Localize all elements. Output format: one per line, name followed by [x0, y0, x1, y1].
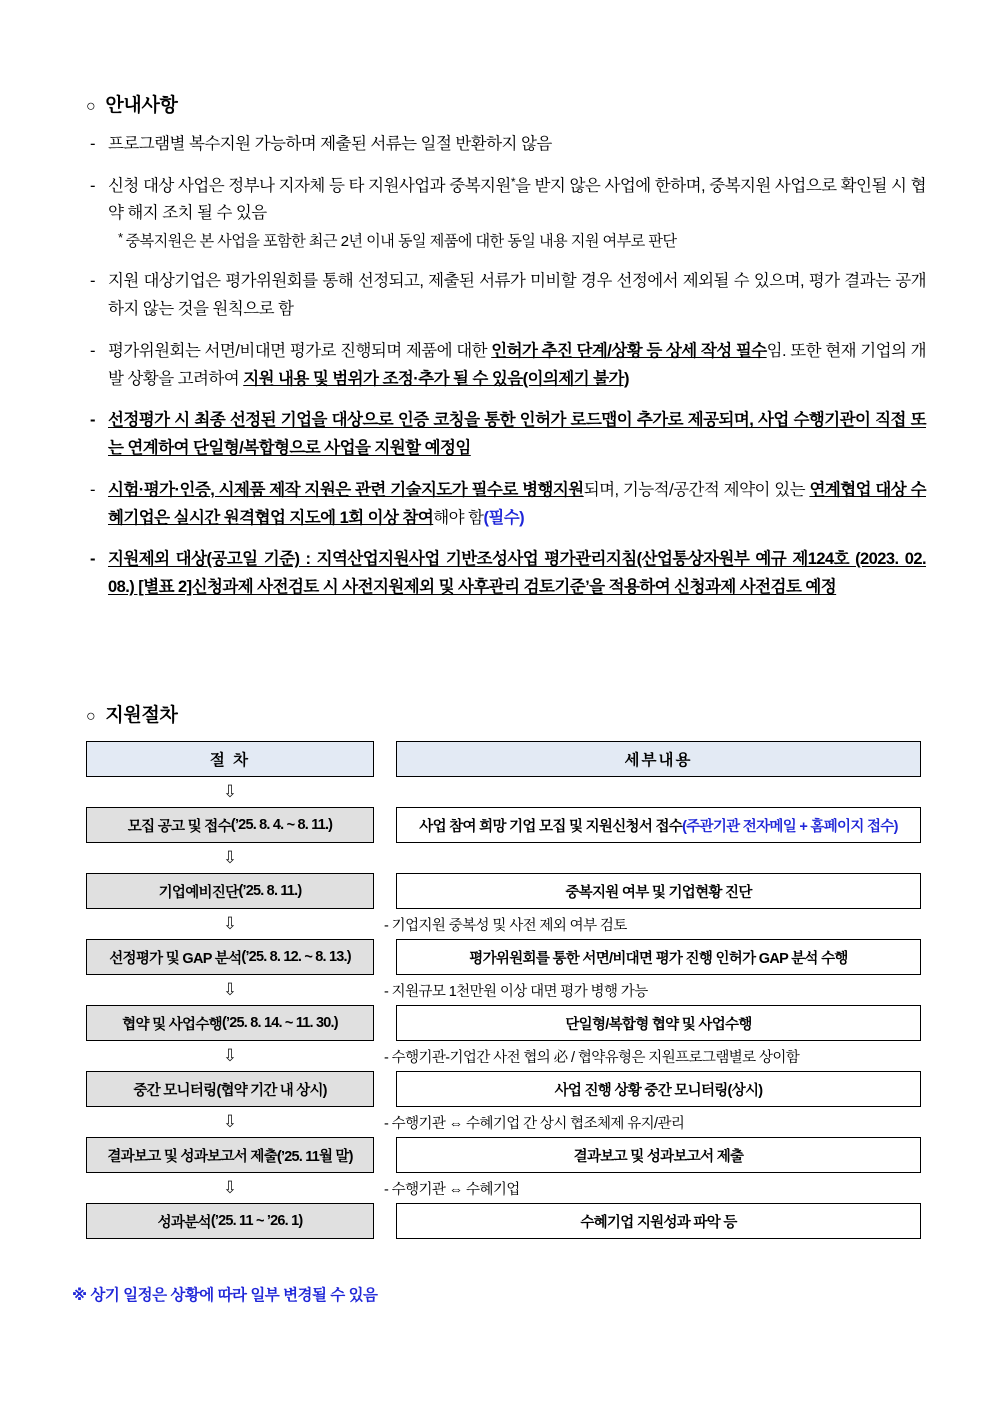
flow-note: - 기업지원 중복성 및 사전 제외 여부 검토 [384, 917, 627, 934]
notice-text: 프로그램별 복수지원 가능하며 제출된 서류는 일절 반환하지 않음 [108, 135, 552, 153]
column-gap [374, 741, 396, 777]
flow-note: - 지원규모 1천만원 이상 대면 평가 병행 가능 [384, 983, 648, 1000]
required-tag: (필수) [483, 508, 525, 527]
flow-header-procedure: 절 차 [86, 741, 374, 777]
arrow-down-icon: ⇩ [222, 1177, 238, 1198]
notice-text: 평가위원회는 서면/비대면 평가로 진행되며 제품에 대한 [108, 341, 492, 360]
flow-header-row [86, 741, 921, 777]
flow-step-label: 모집 공고 및 접수 [127, 818, 231, 835]
notice-item [86, 477, 926, 532]
notice-subnote-text: 중복지원은 본 사업을 포함한 최근 2년 이내 동일 제품에 대한 동일 내용 지원 여부로 판단 [125, 233, 677, 251]
flow-detail-cell [396, 1005, 921, 1041]
flow-step-date: (’25. 11월 말) [277, 1148, 353, 1165]
flow-connector-row [86, 1107, 921, 1137]
notice-heading [86, 90, 926, 117]
notice-heading-text: 안내사항 [105, 95, 178, 116]
flow-step-row [86, 807, 921, 843]
emphasis-text: 연계협업 대상 수혜기업은 실시간 원격협업 지도에 1회 이상 참여 [108, 480, 926, 527]
arrow-down-icon: ⇩ [222, 781, 238, 802]
flow-step-date: (협약 기간 내 상시) [216, 1082, 327, 1099]
emphasis-text: 지원 내용 및 범위가 조정·추가 될 수 있음(이의제기 불가) [243, 369, 629, 388]
flow-step-row [86, 873, 921, 909]
flow-step-cell [86, 1071, 374, 1107]
notice-list [86, 131, 926, 602]
dash-bullet-icon: - [90, 272, 95, 291]
flow-heading [86, 700, 926, 727]
dash-bullet-icon: - [90, 135, 95, 153]
notice-text: 되며, 기능적/공간적 제약이 있는 [583, 480, 810, 499]
flow-step-row [86, 1203, 921, 1239]
flow-note: - 수행기관 ⇔ 수혜기업 간 상시 협조체제 유지/관리 [384, 1115, 685, 1132]
arrow-down-icon: ⇩ [222, 913, 238, 934]
flow-step-cell [86, 1203, 374, 1239]
dash-bullet-icon: - [90, 176, 95, 195]
flow-step-row [86, 1005, 921, 1041]
notice-section [86, 90, 926, 616]
flow-detail-cell [396, 873, 921, 909]
asterisk-marker: * [118, 230, 123, 246]
notice-item [86, 268, 926, 323]
flow-step-date: (’25. 8. 14. ~ 11. 30.) [221, 1015, 338, 1031]
column-gap [374, 939, 396, 975]
flow-arrow-cell [86, 1045, 374, 1066]
flow-detail-cell [396, 939, 921, 975]
flow-note: - 수행기관 ⇔ 수혜기업 [384, 1181, 520, 1198]
flow-step-label: 결과보고 및 성과보고서 제출 [107, 1148, 277, 1165]
emphasis-text: 시험·평가·인증, 시제품 제작 지원은 관련 기술지도가 필수로 병행지원 [108, 480, 584, 499]
flow-step-label: 선정평가 및 GAP 분석 [109, 950, 242, 967]
flow-detail-text: 단일형/복합형 협약 및 사업수행 [565, 1016, 752, 1033]
flow-step-cell [86, 1137, 374, 1173]
asterisk-marker: * [510, 174, 515, 189]
notice-text: 해야 함 [433, 508, 484, 527]
flow-detail-text: 결과보고 및 성과보고서 제출 [573, 1148, 744, 1165]
notice-text: 지원제외 대상(공고일 기준) : 지역산업지원사업 기반조성사업 평가관리지침(산업통상자원부 예규 제124호 (2023. 02. 08.) [별표 2]신청과제 사전검토 시 사전지원제외 및 사후관리 검토기준’을 적용하여 신청과제 사전검토 예정 [108, 550, 926, 596]
notice-item [86, 407, 926, 462]
flow-arrow-cell [86, 847, 374, 868]
flow-connector-row [86, 777, 921, 807]
flow-connector-row [86, 975, 921, 1005]
flow-section [86, 700, 926, 1239]
flow-step-cell [86, 939, 374, 975]
flow-arrow-cell [86, 1177, 374, 1198]
flow-arrow-cell [86, 979, 374, 1000]
flow-detail-cell [396, 1203, 921, 1239]
arrow-down-icon: ⇩ [222, 979, 238, 1000]
column-gap [374, 1005, 396, 1041]
flow-step-date: (’25. 8. 4. ~ 8. 11.) [230, 817, 333, 833]
flow-connector-row [86, 843, 921, 873]
flow-body [86, 777, 921, 1239]
flow-detail-text: 수혜기업 지원성과 파악 등 [580, 1214, 737, 1231]
notice-text: 선정평가 시 최종 선정된 기업을 대상으로 인증 코칭을 통한 인허가 로드맵이 추가로 제공되며, 사업 수행기관이 직접 또는 연계하여 단일형/복합형으로 사업을 지원할 예정임 [108, 411, 926, 458]
column-gap [374, 873, 396, 909]
dash-bullet-icon: - [90, 480, 95, 499]
flow-arrow-cell [86, 781, 374, 802]
flow-detail-text: 사업 진행 상황 중간 모니터링(상시) [554, 1082, 763, 1099]
flow-arrow-cell [86, 913, 374, 934]
flow-step-label: 중간 모니터링 [133, 1082, 217, 1099]
flow-step-label: 협약 및 사업수행 [122, 1016, 222, 1033]
column-gap [374, 1137, 396, 1173]
flow-detail-cell [396, 1071, 921, 1107]
flow-step-date: (’25. 8. 11.) [238, 883, 302, 899]
flow-step-label: 성과분석 [157, 1214, 211, 1231]
arrow-down-icon: ⇩ [222, 1045, 238, 1066]
notice-item [86, 338, 926, 393]
notice-item [86, 173, 926, 255]
notice-subnote [108, 230, 926, 254]
flow-step-row [86, 939, 921, 975]
bullet-circle-icon: ○ [86, 98, 96, 115]
flow-connector-row [86, 909, 921, 939]
notice-text: 지원 대상기업은 평가위원회를 통해 선정되고, 제출된 서류가 미비할 경우 선정에서 제외될 수 있으며, 평가 결과는 공개하지 않는 것을 원칙으로 함 [108, 272, 926, 319]
flow-connector-row [86, 1041, 921, 1071]
flow-heading-text: 지원절차 [105, 705, 178, 726]
flow-detail-text: 평가위원회를 통한 서면/비대면 평가 진행 인허가 GAP 분석 수행 [469, 950, 848, 967]
flow-step-cell [86, 1005, 374, 1041]
flow-detail-cell [396, 807, 921, 843]
schedule-footnote: ※ 상기 일정은 상황에 따라 일부 변경될 수 있음 [72, 1287, 378, 1304]
emphasis-text: 인허가 추진 단계/상황 등 상세 작성 필수 [491, 341, 767, 360]
flow-detail-text: 중복지원 여부 및 기업현황 진단 [565, 884, 752, 901]
notice-item [86, 131, 926, 159]
flow-arrow-cell [86, 1111, 374, 1132]
process-flow-table [86, 741, 921, 1239]
flow-step-label: 기업예비진단 [158, 884, 239, 901]
notice-text: 신청 대상 사업은 정부나 지자체 등 타 지원사업과 중복지원 [108, 176, 511, 195]
arrow-down-icon: ⇩ [222, 1111, 238, 1132]
column-gap [374, 807, 396, 843]
flow-header-details: 세부내용 [396, 741, 921, 777]
flow-step-cell [86, 873, 374, 909]
flow-step-row [86, 1137, 921, 1173]
flow-step-row [86, 1071, 921, 1107]
column-gap [374, 1071, 396, 1107]
notice-text: 임. 또한 현재 기업의 개발 상황을 고려하여 [108, 341, 926, 388]
flow-connector-row [86, 1173, 921, 1203]
dash-bullet-icon: - [90, 341, 95, 360]
flow-detail-cell [396, 1137, 921, 1173]
dash-bullet-icon: - [90, 550, 95, 569]
flow-step-date: (’25. 11 ~ ’26. 1) [210, 1213, 303, 1229]
flow-note: - 수행기관-기업간 사전 협의 必 / 협약유형은 지원프로그램별로 상이함 [384, 1049, 800, 1066]
notice-text: 을 받지 않은 사업에 한하며, 중복지원 사업으로 확인될 시 협약 해지 조치 될 수 있음 [108, 176, 926, 223]
flow-step-cell [86, 807, 374, 843]
flow-detail-text: 사업 참여 희망 기업 모집 및 지원신청서 접수 [419, 818, 683, 835]
flow-step-date: (’25. 8. 12. ~ 8. 13.) [241, 949, 351, 965]
arrow-down-icon: ⇩ [222, 847, 238, 868]
column-gap [374, 1203, 396, 1239]
dash-bullet-icon: - [90, 411, 95, 430]
bullet-circle-icon: ○ [86, 708, 96, 725]
notice-item [86, 546, 926, 601]
flow-detail-highlight: (주관기관 전자메일 + 홈페이지 접수) [682, 818, 898, 835]
